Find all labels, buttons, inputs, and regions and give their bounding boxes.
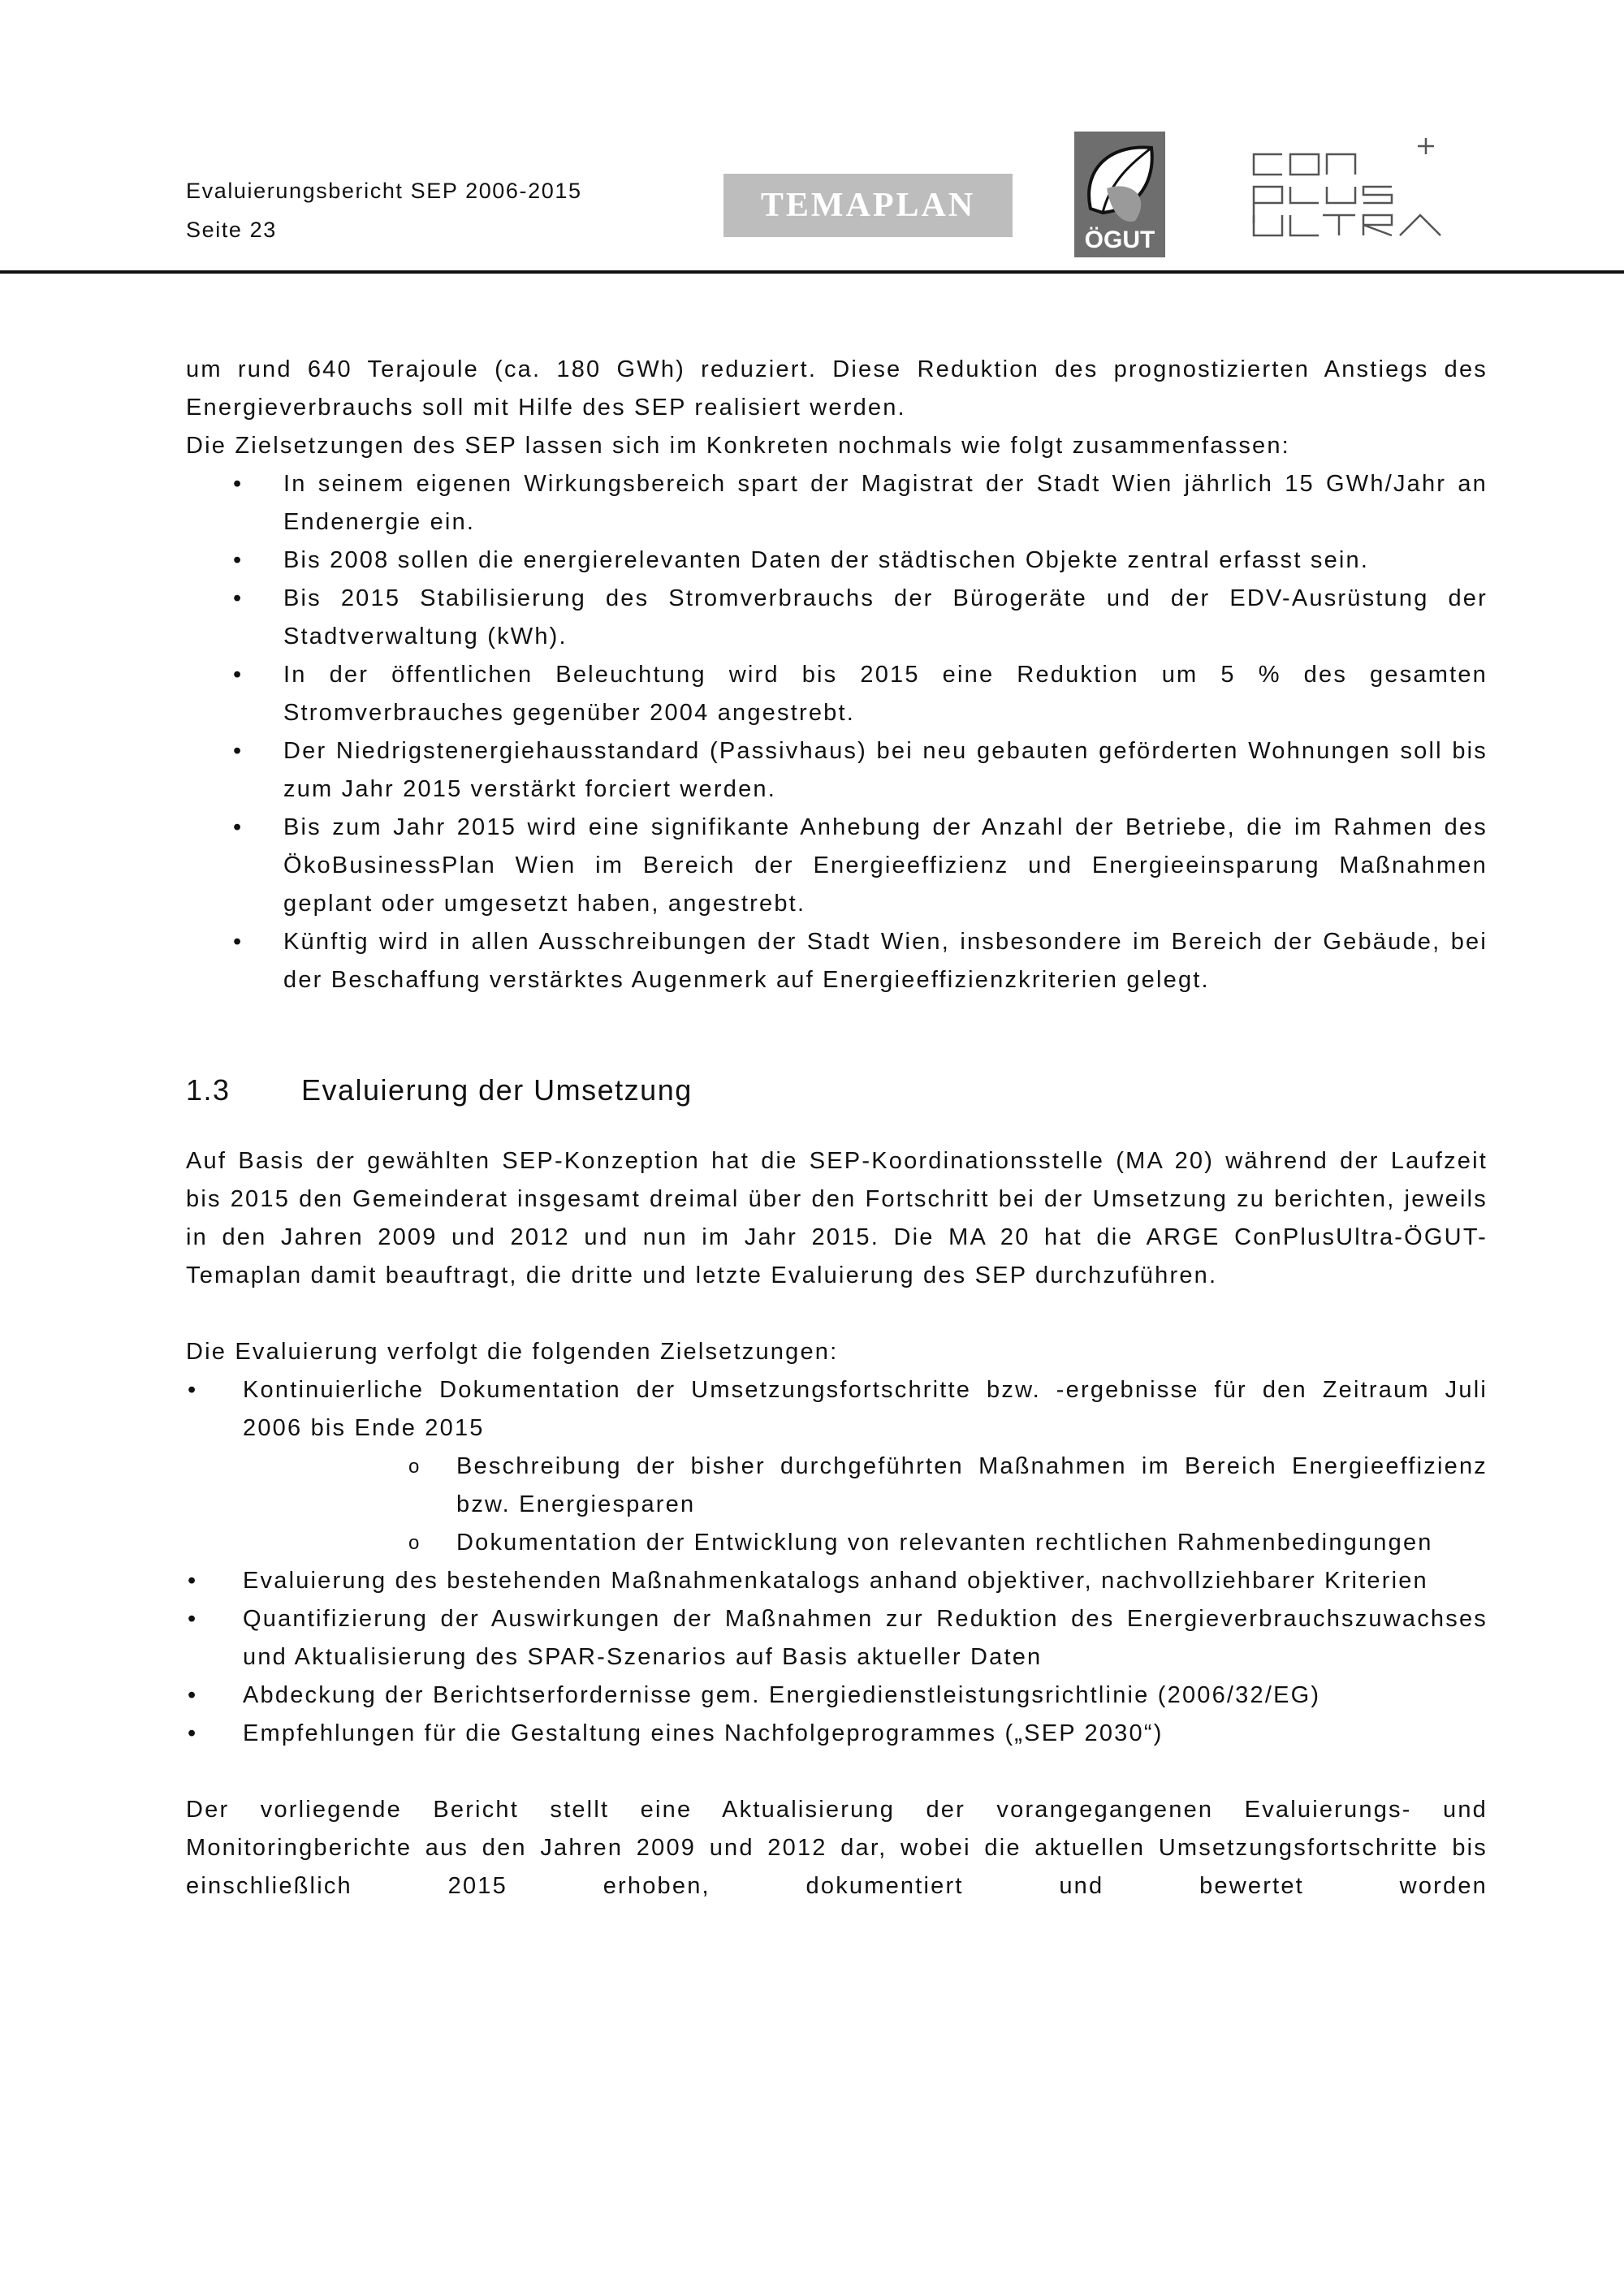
section-number: 1.3 <box>186 1073 231 1107</box>
list-item: • Kontinuierliche Dokumentation der Umsetzungsfortschritte bzw. -ergebnisse für den Zeitraum Juli 2006 bis Ende 2015 <box>186 1371 1488 1448</box>
list-item: • Empfehlungen für die Gestaltung eines Nachfolgeprogrammes („SEP 2030“) <box>186 1715 1488 1753</box>
leaf-icon <box>1074 132 1165 229</box>
temaplan-logo <box>723 174 1013 237</box>
header-title: Evaluierungsbericht SEP 2006-2015 <box>186 179 582 203</box>
header-divider <box>0 270 1624 274</box>
sub-list-item: o Dokumentation der Entwicklung von relevanten rechtlichen Rahmenbedingungen <box>186 1524 1488 1562</box>
page-number: Seite 23 <box>186 218 277 242</box>
list-item: • Der Niedrigstenergiehausstandard (Passivhaus) bei neu gebauten geförderten Wohnungen soll bis zum Jahr 2015 verstärkt forciert werden. <box>186 732 1488 809</box>
sub-list-container <box>186 1448 1488 1562</box>
list-item: • Evaluierung des bestehenden Maßnahmenkatalogs anhand objektiver, nachvollziehbarer Kriterien <box>186 1562 1488 1600</box>
list-item: • Abdeckung der Berichtserfordernisse gem. Energiedienstleistungsrichtlinie (2006/32/EG) <box>186 1677 1488 1715</box>
intro-paragraph: um rund 640 Terajoule (ca. 180 GWh) reduziert. Diese Reduktion des prognostizierten Anstiegs des Energieverbrauchs soll mit Hilfe des SEP realisiert werden. <box>186 356 1488 421</box>
goals-list <box>186 465 1488 999</box>
list-item: • Bis 2008 sollen die energierelevanten Daten der städtischen Objekte zentral erfasst sein. <box>186 542 1488 580</box>
list-item: • Bis 2015 Stabilisierung des Stromverbrauchs der Bürogeräte und der EDV-Ausrüstung der Stadtverwaltung (kWh). <box>186 580 1488 656</box>
ogut-logo <box>1074 132 1165 257</box>
list-item: • Quantifizierung der Auswirkungen der Maßnahmen zur Reduktion des Energieverbrauchszuwachses und Aktualisierung des SPAR-Szenarios auf Basis aktueller Daten <box>186 1600 1488 1677</box>
list-item: • In der öffentlichen Beleuchtung wird bis 2015 eine Reduktion um 5 % des gesamten Stromverbrauches gegenüber 2004 angestrebt. <box>186 656 1488 732</box>
intro-lead: Die Zielsetzungen des SEP lassen sich im Konkreten nochmals wie folgt zusammenfassen: <box>186 433 1290 459</box>
list-item: • Bis zum Jahr 2015 wird eine signifikante Anhebung der Anzahl der Betriebe, die im Rahmen des ÖkoBusinessPlan Wien im Bereich der Energieeffizienz und Energieeinsparung Maßnahmen geplant oder umgesetzt haben, angestrebt. <box>186 809 1488 923</box>
document-body <box>186 351 1488 1905</box>
conplusultra-logo <box>1250 138 1453 260</box>
section-title: Evaluierung der Umsetzung <box>301 1073 693 1107</box>
section-heading <box>186 1071 1488 1109</box>
closing-paragraph: Der vorliegende Bericht stellt eine Aktualisierung der vorangegangenen Evaluierungs- und Monitoringberichte aus den Jahren 2009 und 2012 dar, wobei die aktuellen Umsetzungsfortschritte bis einschließlich 2015 erhoben, dokumentiert und bewertet worden <box>186 1797 1488 1899</box>
sub-list <box>186 1448 1488 1562</box>
list-item: • Künftig wird in allen Ausschreibungen der Stadt Wien, insbesondere im Bereich der Gebäude, bei der Beschaffung verstärktes Augenmerk auf Energieeffizienzkriterien gelegt. <box>186 923 1488 999</box>
list-item: • In seinem eigenen Wirkungsbereich spart der Magistrat der Stadt Wien jährlich 15 GWh/Jahr an Endenergie ein. <box>186 465 1488 542</box>
objectives-list <box>186 1371 1488 1753</box>
section-lead: Die Evaluierung verfolgt die folgenden Zielsetzungen: <box>186 1339 839 1365</box>
sub-list-item: o Beschreibung der bisher durchgeführten Maßnahmen im Bereich Energieeffizienz bzw. Energiesparen <box>186 1448 1488 1524</box>
temaplan-logo-text: TEMAPLAN <box>760 187 976 224</box>
section-paragraph: Auf Basis der gewählten SEP-Konzeption hat die SEP-Koordinationsstelle (MA 20) während der Laufzeit bis 2015 den Gemeinderat insgesamt dreimal über den Fortschritt bei der Umsetzung zu berichten, jeweils in den Jahren 2009 und 2012 und nun im Jahr 2015. Die MA 20 hat die ARGE ConPlusUltra-ÖGUT-Temaplan damit beauftragt, die dritte und letzte Evaluierung des SEP durchzuführen. <box>186 1148 1488 1288</box>
ogut-logo-text: ÖGUT <box>1084 227 1155 253</box>
